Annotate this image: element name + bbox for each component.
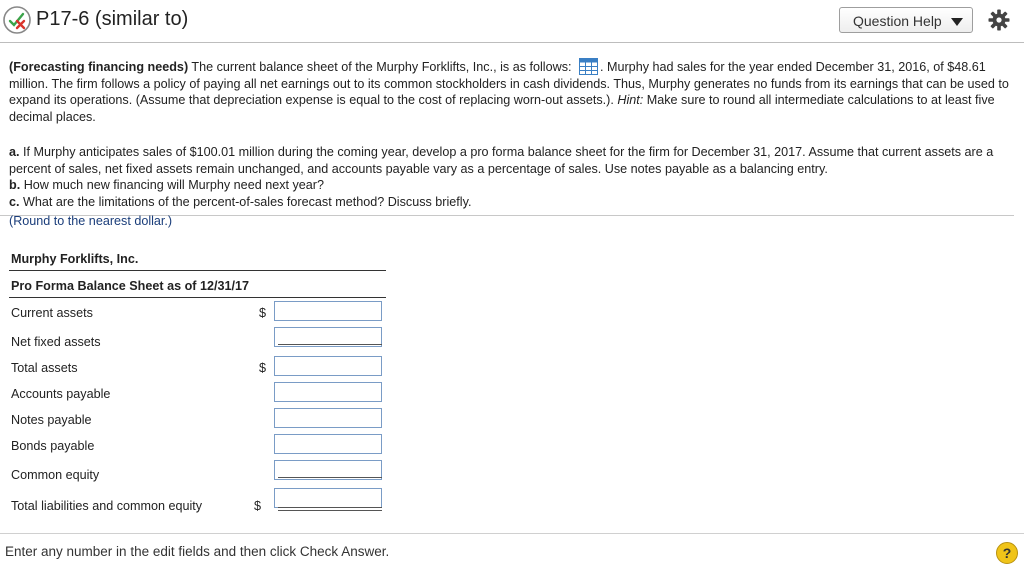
sheet-title: Pro Forma Balance Sheet as of 12/31/17 xyxy=(11,279,249,293)
company-name: Murphy Forklifts, Inc. xyxy=(11,252,139,266)
part-c xyxy=(9,194,1009,211)
hint-label: Hint: xyxy=(617,93,644,107)
double-underline-bottom xyxy=(278,510,382,511)
partial-credit-icon xyxy=(2,5,32,35)
question-help-label: Question Help xyxy=(853,13,942,29)
accounts-payable-input[interactable] xyxy=(274,382,382,402)
total-assets-input[interactable] xyxy=(274,356,382,376)
row-label-bonds-payable: Bonds payable xyxy=(11,439,95,453)
row-label-total-liabilities-equity: Total liabilities and common equity xyxy=(11,499,203,513)
problem-text-1: The current balance sheet of the Murphy Forklifts, Inc., is as follows: xyxy=(188,60,575,74)
dollar-sign: $ xyxy=(259,306,267,320)
part-a-label: a. xyxy=(9,145,20,159)
problem-statement xyxy=(9,58,1009,139)
dollar-sign: $ xyxy=(254,499,262,513)
subtotal-underline xyxy=(278,477,382,478)
row-label-notes-payable: Notes payable xyxy=(11,413,92,427)
part-b-text: How much new financing will Murphy need next year? xyxy=(20,178,325,192)
notes-payable-input[interactable] xyxy=(274,408,382,428)
bonds-payable-input[interactable] xyxy=(274,434,382,454)
part-c-text: What are the limitations of the percent-of-sales forecast method? Discuss briefly. xyxy=(19,194,472,209)
title-rule xyxy=(9,297,386,298)
row-label-accounts-payable: Accounts payable xyxy=(11,387,111,401)
part-c-label: c. xyxy=(9,194,20,209)
total-liabilities-equity-input[interactable] xyxy=(274,488,382,508)
problem-parts xyxy=(9,144,1009,210)
part-a-text: If Murphy anticipates sales of $100.01 million during the coming year, develop a pro forma balance sheet for the firm for December 31, 2017. Assume that current assets are a percent of sales, net fixed assets remain unchanged, and accounts payable vary as a percentage of sales. Use notes payable as a balancing entry. xyxy=(9,145,994,176)
hint-text: Make sure to round all intermediate calculations to at least five decimal places. xyxy=(9,93,995,124)
subtotal-underline xyxy=(278,344,382,345)
page-title: P17-6 (similar to) xyxy=(36,8,189,30)
row-label-common-equity: Common equity xyxy=(11,468,100,482)
problem-lead: (Forecasting financing needs) xyxy=(9,60,189,74)
footer-divider xyxy=(0,533,1024,534)
problem-text-2: . Murphy had sales for the year ended December 31, 2016, of $48.61 million. The firm follows a policy of paying all net earnings out to its common stockholders in cash dividends. Thus, Murphy generates no funds from its earnings that can be used to expand its operations. (Assume that depreciation expense is equal to the cost of replacing worn-out assets.). xyxy=(9,60,1009,107)
caret-down-icon xyxy=(951,18,963,26)
question-help-button[interactable] xyxy=(839,7,973,33)
row-label-net-fixed-assets: Net fixed assets xyxy=(11,335,101,349)
part-a xyxy=(9,144,1009,177)
footer-instruction: Enter any number in the edit fields and then click Check Answer. xyxy=(5,544,390,559)
row-label-total-assets: Total assets xyxy=(11,361,78,375)
header-rule xyxy=(9,270,386,271)
data-table-icon[interactable] xyxy=(579,58,598,75)
header-bar xyxy=(0,0,1024,43)
gear-icon[interactable] xyxy=(987,8,1011,32)
row-label-current-assets: Current assets xyxy=(11,306,93,320)
dollar-sign: $ xyxy=(259,361,267,375)
part-b xyxy=(9,177,1009,194)
double-underline-top xyxy=(278,507,382,508)
part-b-label: b. xyxy=(9,178,21,192)
help-icon[interactable]: ? xyxy=(996,542,1018,564)
current-assets-input[interactable] xyxy=(274,301,382,321)
rounding-note: (Round to the nearest dollar.) xyxy=(9,214,173,228)
